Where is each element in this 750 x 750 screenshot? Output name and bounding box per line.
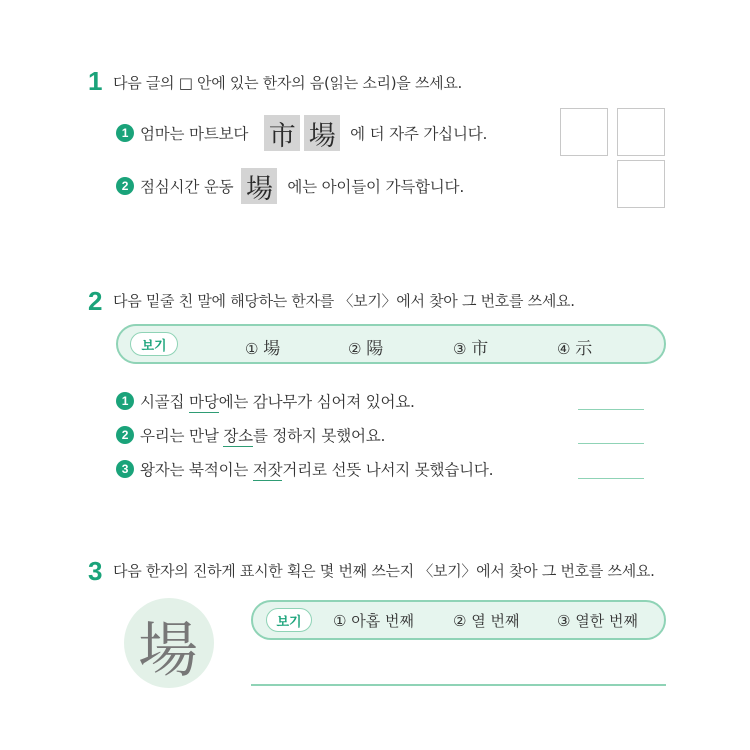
question-2-instruction: 다음 밑줄 친 말에 해당하는 한자를 〈보기〉에서 찾아 그 번호를 쓰세요. xyxy=(113,292,575,310)
q3-bogi-label: 보기 xyxy=(266,608,312,632)
item-number-badge: 2 xyxy=(116,426,134,444)
q1-item-1 xyxy=(116,114,487,152)
q3-option-1: ① 아홉 번째 xyxy=(333,612,414,630)
question-1-instruction: 다음 글의 □ 안에 있는 한자의 음(읽는 소리)을 쓰세요. xyxy=(113,74,462,92)
stroke-character: 場 xyxy=(138,616,198,686)
underlined-word: 저잣 xyxy=(253,458,283,481)
underlined-word: 마당 xyxy=(189,390,219,413)
hanja-box: 場 xyxy=(241,168,277,204)
item-number-badge: 2 xyxy=(116,177,134,195)
q2-item-1: 1 시골집 마당 에는 감나무가 심어져 있어요. xyxy=(116,390,415,412)
question-3-instruction: 다음 한자의 진하게 표시한 획은 몇 번째 쓰는지 〈보기〉에서 찾아 그 번호를 쓰세요. xyxy=(113,562,655,580)
question-2-number: 2 xyxy=(88,286,103,316)
item-number-badge: 1 xyxy=(116,392,134,410)
hanja-box: 市 xyxy=(264,115,300,151)
q1-item-2-text-before: 점심시간 운동 xyxy=(140,178,234,196)
q2-option-2: ② 陽 xyxy=(348,339,384,359)
answer-line-2[interactable] xyxy=(578,443,644,444)
q3-option-3: ③ 열한 번째 xyxy=(557,612,638,630)
answer-line-3[interactable] xyxy=(578,478,644,479)
q2-option-1: ① 場 xyxy=(245,339,281,359)
underlined-word: 장소 xyxy=(223,424,253,447)
item-number-badge: 1 xyxy=(116,124,134,142)
item-number-badge: 3 xyxy=(116,460,134,478)
answer-box-1b[interactable] xyxy=(617,108,665,156)
hanja-box: 場 xyxy=(304,115,340,151)
answer-line-1[interactable] xyxy=(578,409,644,410)
q2-item-2: 2 우리는 만날 장소 를 정하지 못했어요. xyxy=(116,424,385,446)
q1-item-1-text-before: 엄마는 마트보다 xyxy=(140,125,249,143)
q3-answer-line[interactable] xyxy=(251,684,666,686)
q2-item-3: 3 왕자는 북적이는 저잣 거리로 선뜻 나서지 못했습니다. xyxy=(116,458,493,480)
q1-item-1-text-after: 에 더 자주 가십니다. xyxy=(350,125,488,143)
q2-bogi-label: 보기 xyxy=(130,332,178,356)
q3-option-2: ② 열 번째 xyxy=(453,612,520,630)
q2-option-3: ③ 市 xyxy=(453,339,489,359)
answer-box-1a[interactable] xyxy=(560,108,608,156)
q1-item-2-text-after: 에는 아이들이 가득합니다. xyxy=(287,178,465,196)
question-1-number: 1 xyxy=(88,66,103,96)
q2-option-4: ④ 示 xyxy=(557,339,593,359)
question-3-number: 3 xyxy=(88,556,103,586)
q1-item-2 xyxy=(116,167,464,205)
answer-box-2[interactable] xyxy=(617,160,665,208)
